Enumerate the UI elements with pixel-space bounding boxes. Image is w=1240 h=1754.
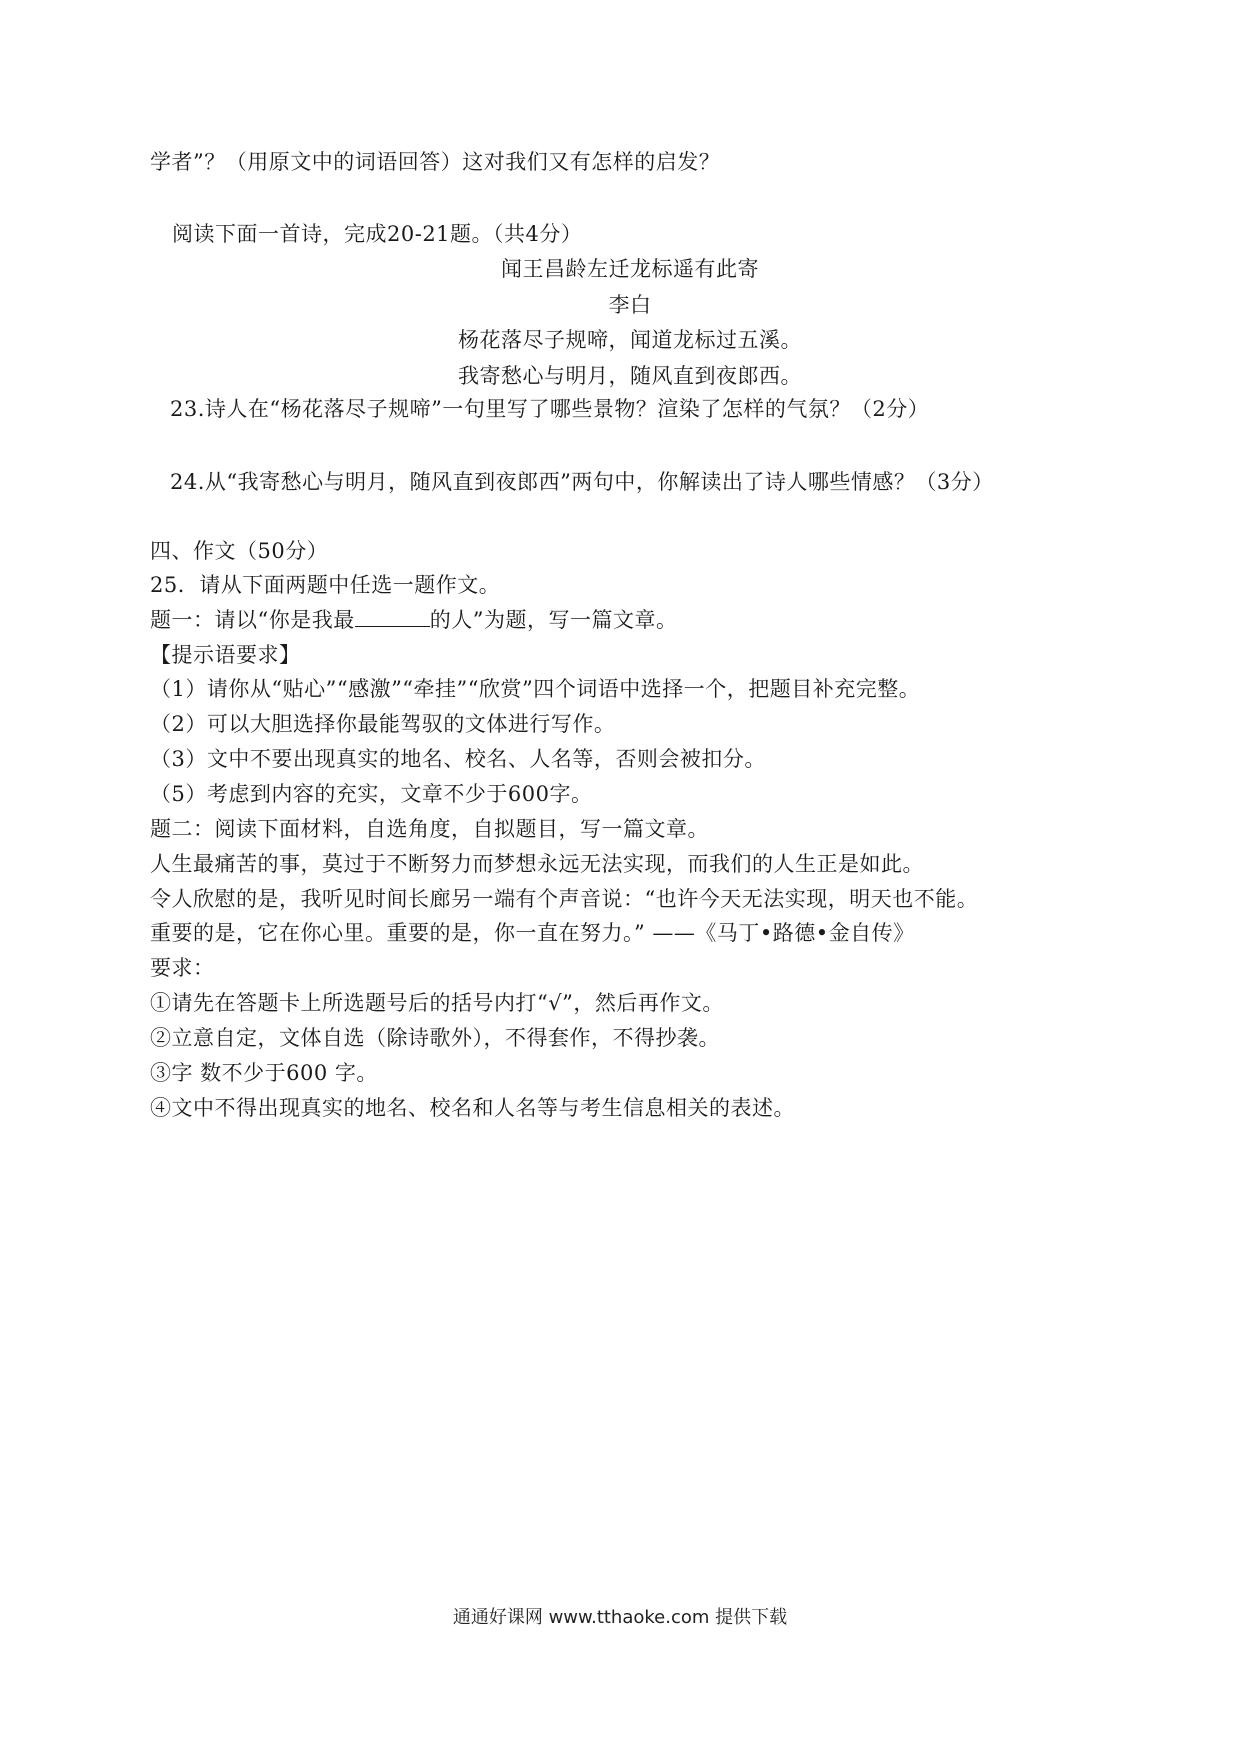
question-24: 24.从“我寄愁心与明月，随风直到夜郎西”两句中，你解读出了诗人哪些情感？（3分） (170, 470, 994, 494)
topic-one-suffix: 的人”为题，写一篇文章。 (429, 608, 678, 632)
hint-5: （5）考虑到内容的充实，文章不少于600字。 (150, 782, 593, 806)
hints-title: 【提示语要求】 (150, 643, 301, 667)
requirement-4: ④文中不得出现真实的地名、校名和人名等与考生信息相关的表述。 (150, 1096, 795, 1120)
topic-one-prefix: 题一：请以“你是我最 (150, 608, 355, 632)
hint-1: （1）请你从“贴心”“感激”“牵挂”“欣赏”四个词语中选择一个，把题目补充完整。 (150, 677, 921, 701)
requirements-title: 要求： (150, 956, 215, 980)
requirement-1: ①请先在答题卡上所选题号后的括号内打“√”，然后再作文。 (150, 991, 724, 1015)
requirement-2: ②立意自定，文体自选（除诗歌外），不得套作，不得抄袭。 (150, 1026, 720, 1050)
poem-line-2: 我寄愁心与明月，随风直到夜郎西。 (458, 364, 802, 388)
material-line-3: 重要的是，它在你心里。重要的是，你一直在努力。” ——《马丁•路德•金自传》 (150, 921, 915, 945)
question-25: 25．请从下面两题中任选一题作文。 (150, 573, 501, 597)
poem-title: 闻王昌龄左迁龙标遥有此寄 (501, 257, 759, 281)
requirement-3: ③字 数不少于600 字。 (150, 1061, 378, 1085)
page-footer: 通通好课网 www.tthaoke.com 提供下载 (452, 1607, 788, 1628)
question-23: 23.诗人在“杨花落尽子规啼”一句里写了哪些景物？渲染了怎样的气氛？（2分） (170, 397, 930, 421)
hint-2: （2）可以大胆选择你最能驾驭的文体进行写作。 (150, 712, 616, 736)
question-22-tail: 学者”？（用原文中的词语回答）这对我们又有怎样的启发？ (150, 150, 721, 174)
hint-3: （3）文中不要出现真实的地名、校名、人名等，否则会被扣分。 (150, 747, 766, 771)
material-line-1: 人生最痛苦的事，莫过于不断努力而梦想永远无法实现，而我们的人生正是如此。 (150, 852, 924, 876)
topic-one-blank (355, 606, 430, 627)
poem-line-1: 杨花落尽子规啼，闻道龙标过五溪。 (458, 328, 802, 352)
topic-one (150, 605, 678, 635)
poem-intro: 阅读下面一首诗，完成20-21题。（共4分） (172, 222, 583, 246)
topic-two: 题二：阅读下面材料，自选角度，自拟题目，写一篇文章。 (150, 817, 709, 841)
material-line-2: 令人欣慰的是，我听见时间长廊另一端有个声音说：“也许今天无法实现，明天也不能。 (150, 887, 979, 911)
composition-heading: 四、作文（50分） (150, 539, 329, 563)
poem-author: 李白 (608, 293, 652, 317)
